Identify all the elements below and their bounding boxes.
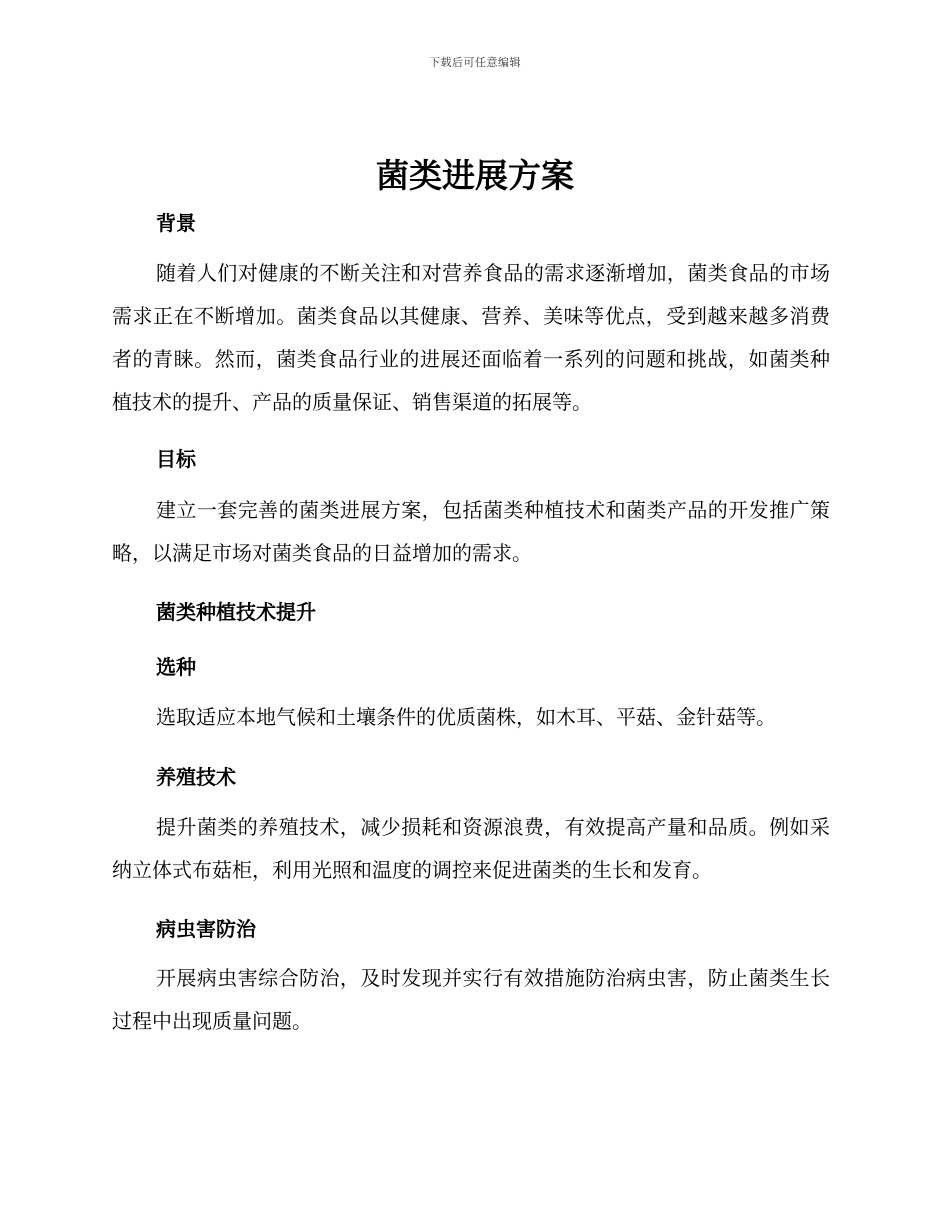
- heading-background: 背景: [156, 211, 196, 235]
- header-note: 下载后可任意编辑: [429, 56, 521, 69]
- paragraph-cultivation-tech: 提升菌类的养殖技术，减少损耗和资源浪费，有效提高产量和品质。例如采纳立体式布菇柜，利用光照和温度的调控来促进菌类的生长和发育。: [112, 815, 830, 882]
- heading-strain-selection: 选种: [156, 655, 196, 679]
- heading-cultivation-tech: 养殖技术: [156, 765, 236, 789]
- heading-planting-tech: 菌类种植技术提升: [156, 600, 316, 624]
- heading-goal: 目标: [156, 447, 196, 471]
- heading-pest-control: 病虫害防治: [156, 917, 256, 941]
- paragraph-goal: 建立一套完善的菌类进展方案，包括菌类种植技术和菌类产品的开发推广策略，以满足市场对菌类食品的日益增加的需求。: [112, 498, 830, 565]
- document-title: 菌类进展方案: [376, 156, 574, 195]
- paragraph-background: 随着人们对健康的不断关注和对营养食品的需求逐渐增加，菌类食品的市场需求正在不断增加。菌类食品以其健康、营养、美味等优点，受到越来越多消费者的青睐。然而，菌类食品行业的进展还面临着一系列的问题和挑战，如菌类种植技术的提升、产品的质量保证、销售渠道的拓展等。: [112, 261, 830, 414]
- paragraph-pest-control: 开展病虫害综合防治，及时发现并实行有效措施防治病虫害，防止菌类生长过程中出现质量问题。: [112, 966, 830, 1033]
- paragraph-strain-selection: 选取适应本地气候和土壤条件的优质菌株，如木耳、平菇、金针菇等。: [156, 705, 776, 729]
